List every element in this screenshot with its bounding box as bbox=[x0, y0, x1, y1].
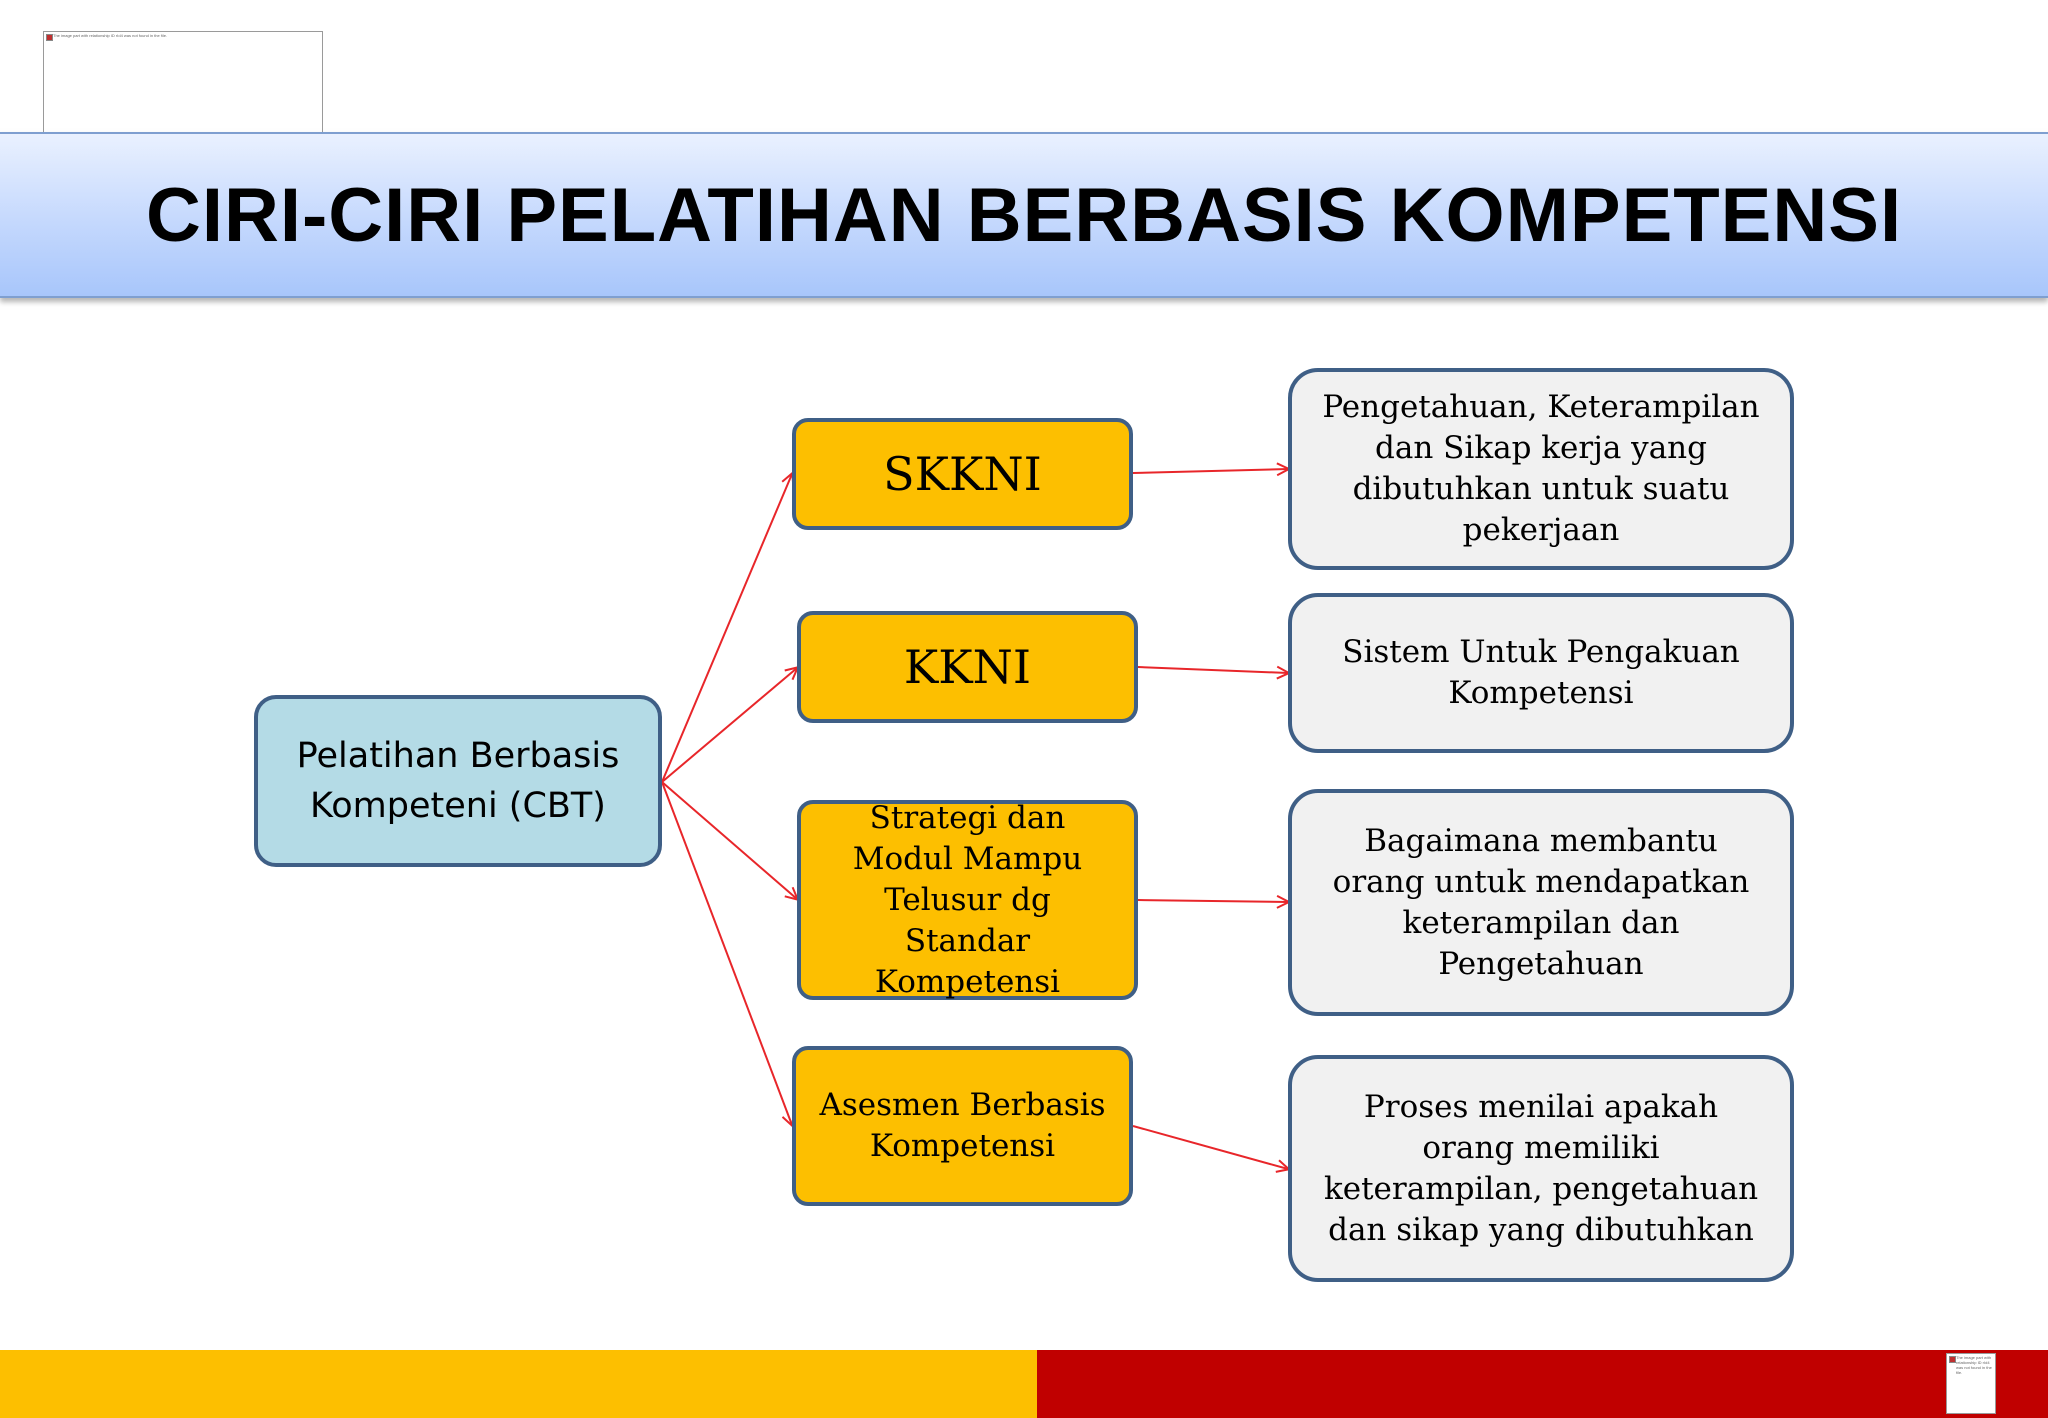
description-node-skkni bbox=[1288, 368, 1794, 570]
arrow-root-to-branch-3 bbox=[662, 782, 797, 899]
description-node-strategi bbox=[1288, 789, 1794, 1016]
description-text: Bagaimana membantu orang untuk mendapatkan keterampilan dan Pengetahuan bbox=[1332, 822, 1750, 982]
arrow-branch-4-to-desc-4 bbox=[1133, 1126, 1288, 1169]
description-text: Sistem Untuk Pengakuan Kompetensi bbox=[1342, 634, 1740, 711]
description-text: Proses menilai apakah orang memiliki keterampilan, pengetahuan dan sikap yang dibutuhkan bbox=[1323, 1088, 1759, 1248]
arrow-root-to-branch-1 bbox=[662, 474, 792, 782]
branch-node-strategi bbox=[797, 800, 1138, 1000]
branch-node-label: SKKNI bbox=[883, 447, 1042, 501]
slide-title: CIRI-CIRI PELATIHAN BERBASIS KOMPETENSI bbox=[145, 172, 1903, 258]
arrow-root-to-branch-2 bbox=[662, 668, 797, 782]
placeholder-text: The image part with relationship ID rId4 was not found in the file. bbox=[1956, 1355, 1992, 1375]
arrow-branch-2-to-desc-2 bbox=[1138, 667, 1288, 673]
branch-node-label: Strategi dan Modul Mampu Telusur dg Standar Kompetensi bbox=[852, 799, 1083, 1000]
root-node bbox=[254, 695, 662, 867]
arrow-branch-1-to-desc-1 bbox=[1133, 469, 1288, 473]
broken-image-icon bbox=[1949, 1356, 1956, 1363]
broken-image-placeholder-bottom bbox=[1946, 1353, 1996, 1414]
description-text: Pengetahuan, Keterampilan dan Sikap kerja yang dibutuhkan untuk suatu pekerjaan bbox=[1322, 389, 1760, 548]
arrow-branch-3-to-desc-3 bbox=[1138, 900, 1288, 902]
arrow-root-to-branch-4 bbox=[662, 782, 792, 1125]
footer-bar-yellow bbox=[0, 1350, 1037, 1418]
branch-node-label: Asesmen Berbasis Kompetensi bbox=[819, 1087, 1106, 1164]
placeholder-text: The image part with relationship ID rId4 was not found in the file. bbox=[53, 33, 168, 38]
branch-node-skkni bbox=[792, 418, 1133, 530]
branch-node-asesmen bbox=[792, 1046, 1133, 1206]
root-node-label: Pelatihan Berbasis Kompeteni (CBT) bbox=[296, 736, 620, 826]
description-node-kkni bbox=[1288, 593, 1794, 753]
branch-node-label: KKNI bbox=[903, 640, 1032, 694]
footer-bar-red bbox=[1037, 1350, 2048, 1418]
description-node-asesmen bbox=[1288, 1055, 1794, 1282]
branch-node-kkni bbox=[797, 611, 1138, 723]
